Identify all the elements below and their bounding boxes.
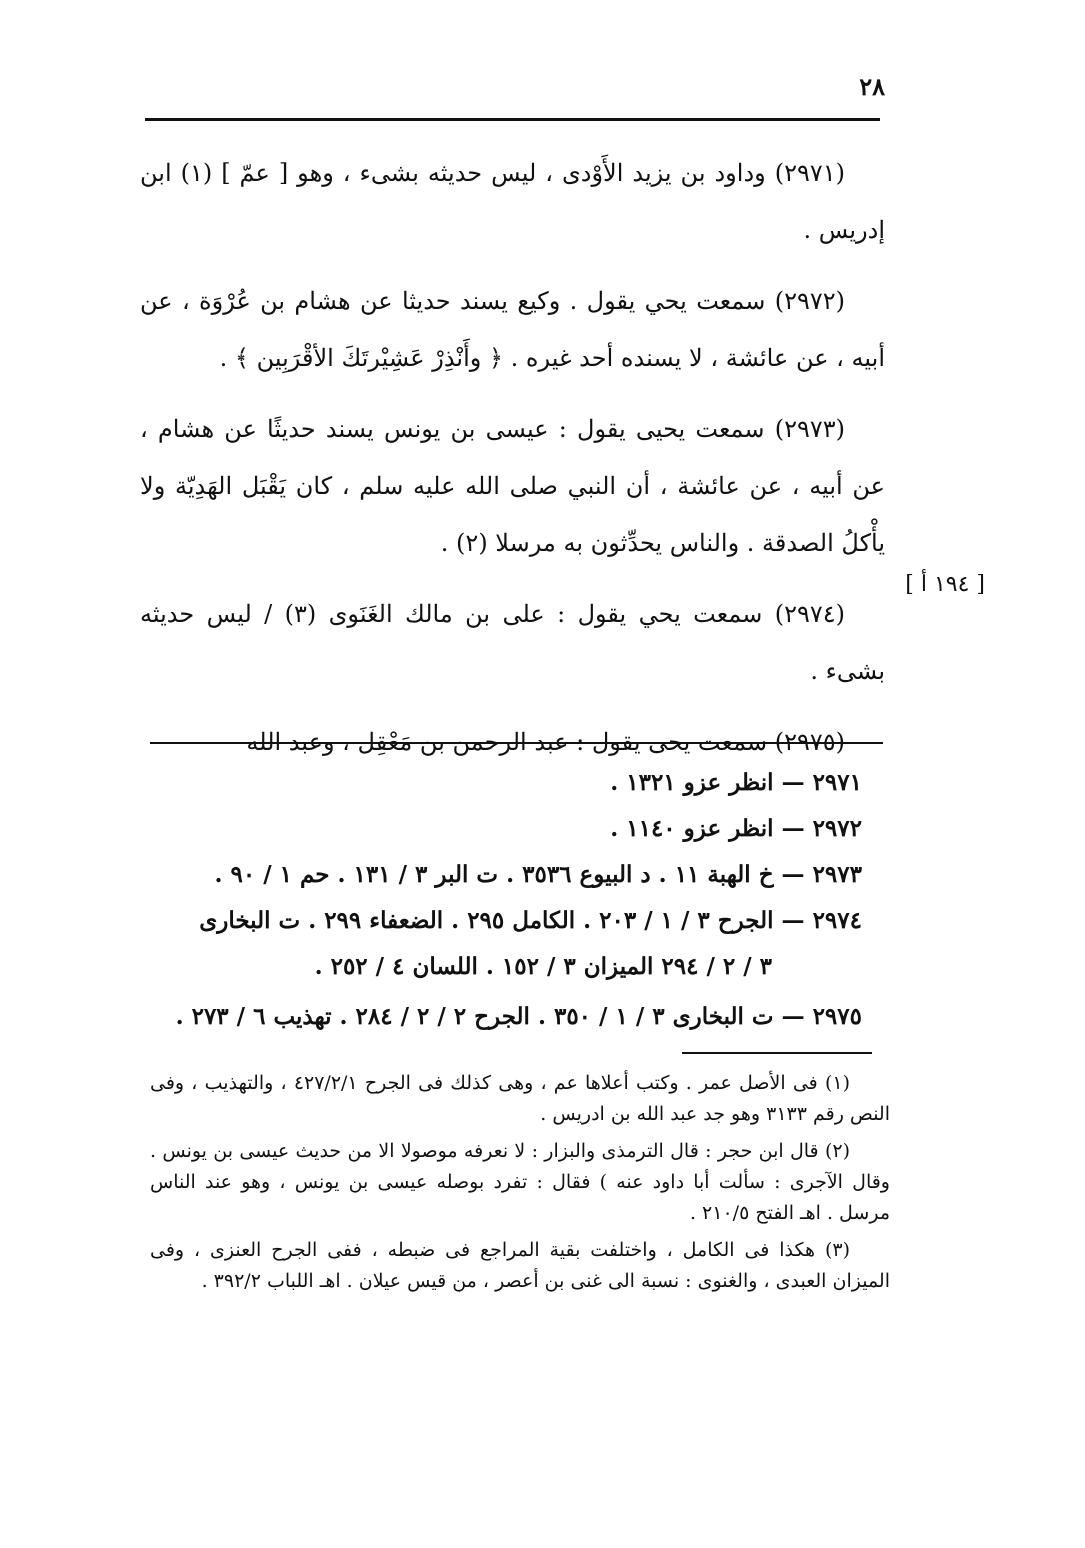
main-text <box>140 145 885 785</box>
page-number: ٢٨ <box>859 72 885 101</box>
references-list <box>150 760 862 1040</box>
reference-2973: ٢٩٧٣ — خ الهبة ١١ . د البيوع ٣٥٣٦ . ت البر ٣ / ١٣١ . حم ١ / ٩٠ . <box>214 861 862 888</box>
reference-2974-continued: ٣ / ٢ / ٢٩٤ الميزان ٣ / ١٥٢ . اللسان ٤ / ٢٥٢ . <box>314 953 772 980</box>
footnote-2: (٢) قال ابن حجر : قال الترمذى والبزار : لا نعرفه موصولا الا من حديث عيسى بن يونس . وقال الآجرى : سألت أبا داود عنه ) فقال : تفرد بوصله عيسى بن يونس ، وهو عند الناس مرسل . اهـ الفتح ٢١٠/٥ . <box>150 1140 890 1224</box>
entry-2975: (٢٩٧٥) سمعت يحى يقول : عبد الرحمن بن مَعْقِل ، وعبد الله <box>246 728 845 756</box>
reference-2975: ٢٩٧٥ — ت البخارى ٣ / ١ / ٣٥٠ . الجرح ٢ / ٢ / ٢٨٤ . تهذيب ٦ / ٢٧٣ . <box>175 1003 862 1030</box>
margin-folio-reference: [ ١٩٤ أ ] <box>905 572 985 597</box>
footnote-1: (١) فى الأصل عمر . وكتب أعلاها عم ، وهى كذلك فى الجرح ٤٢٧/٢/١ ، والتهذيب ، وفى النص رقم ٣١٣٣ وهو جد عبد الله بن ادريس . <box>150 1072 890 1125</box>
entry-2972: (٢٩٧٢) سمعت يحي يقول . وكيع يسند حديثا عن هشام بن عُرْوَة ، عن أبيه ، عن عائشة ، لا يسنده أحد غيره . ﴿ وأَنْذِرْ عَشِيْرتَكَ الأقْرَبِين ﴾ . <box>140 287 885 372</box>
entry-2974: (٢٩٧٤) سمعت يحي يقول : على بن مالك الغَنَوى (٣) / ليس حديثه بشىء . <box>140 600 885 685</box>
footnote-3: (٣) هكذا فى الكامل ، واختلفت بقية المراجع فى ضبطه ، ففى الجرح العنزى ، وفى الميزان العبدى ، والغنوى : نسبة الى غنى بن أعصر ، من قيس عيلان . اهـ اللباب ٣٩٢/٢ . <box>150 1239 890 1292</box>
reference-2974: ٢٩٧٤ — الجرح ٣ / ١ / ٢٠٣ . الكامل ٢٩٥ . الضعفاء ٢٩٩ . ت البخارى <box>199 907 862 934</box>
entry-2971: (٢٩٧١) وداود بن يزيد الأَوْدى ، ليس حديثه بشىء ، وهو [ عمّ ] (١) ابن إدريس . <box>140 159 885 244</box>
header-rule <box>145 118 880 121</box>
footnotes-rule <box>682 1052 872 1054</box>
reference-2972: ٢٩٧٢ — انظر عزو ١١٤٠ . <box>610 815 862 842</box>
entry-2973: (٢٩٧٣) سمعت يحيى يقول : عيسى بن يونس يسند حديثًا عن هشام ، عن أبيه ، عن عائشة ، أن النبي صلى الله عليه سلم ، كان يَقْبَل الهَدِيّة ولا يأْكلُ الصدقة . والناس يحدِّثون به مرسلا (٢) . <box>140 415 885 557</box>
references-rule <box>150 742 883 744</box>
reference-2971: ٢٩٧١ — انظر عزو ١٣٢١ . <box>610 769 862 796</box>
footnotes <box>150 1068 890 1303</box>
